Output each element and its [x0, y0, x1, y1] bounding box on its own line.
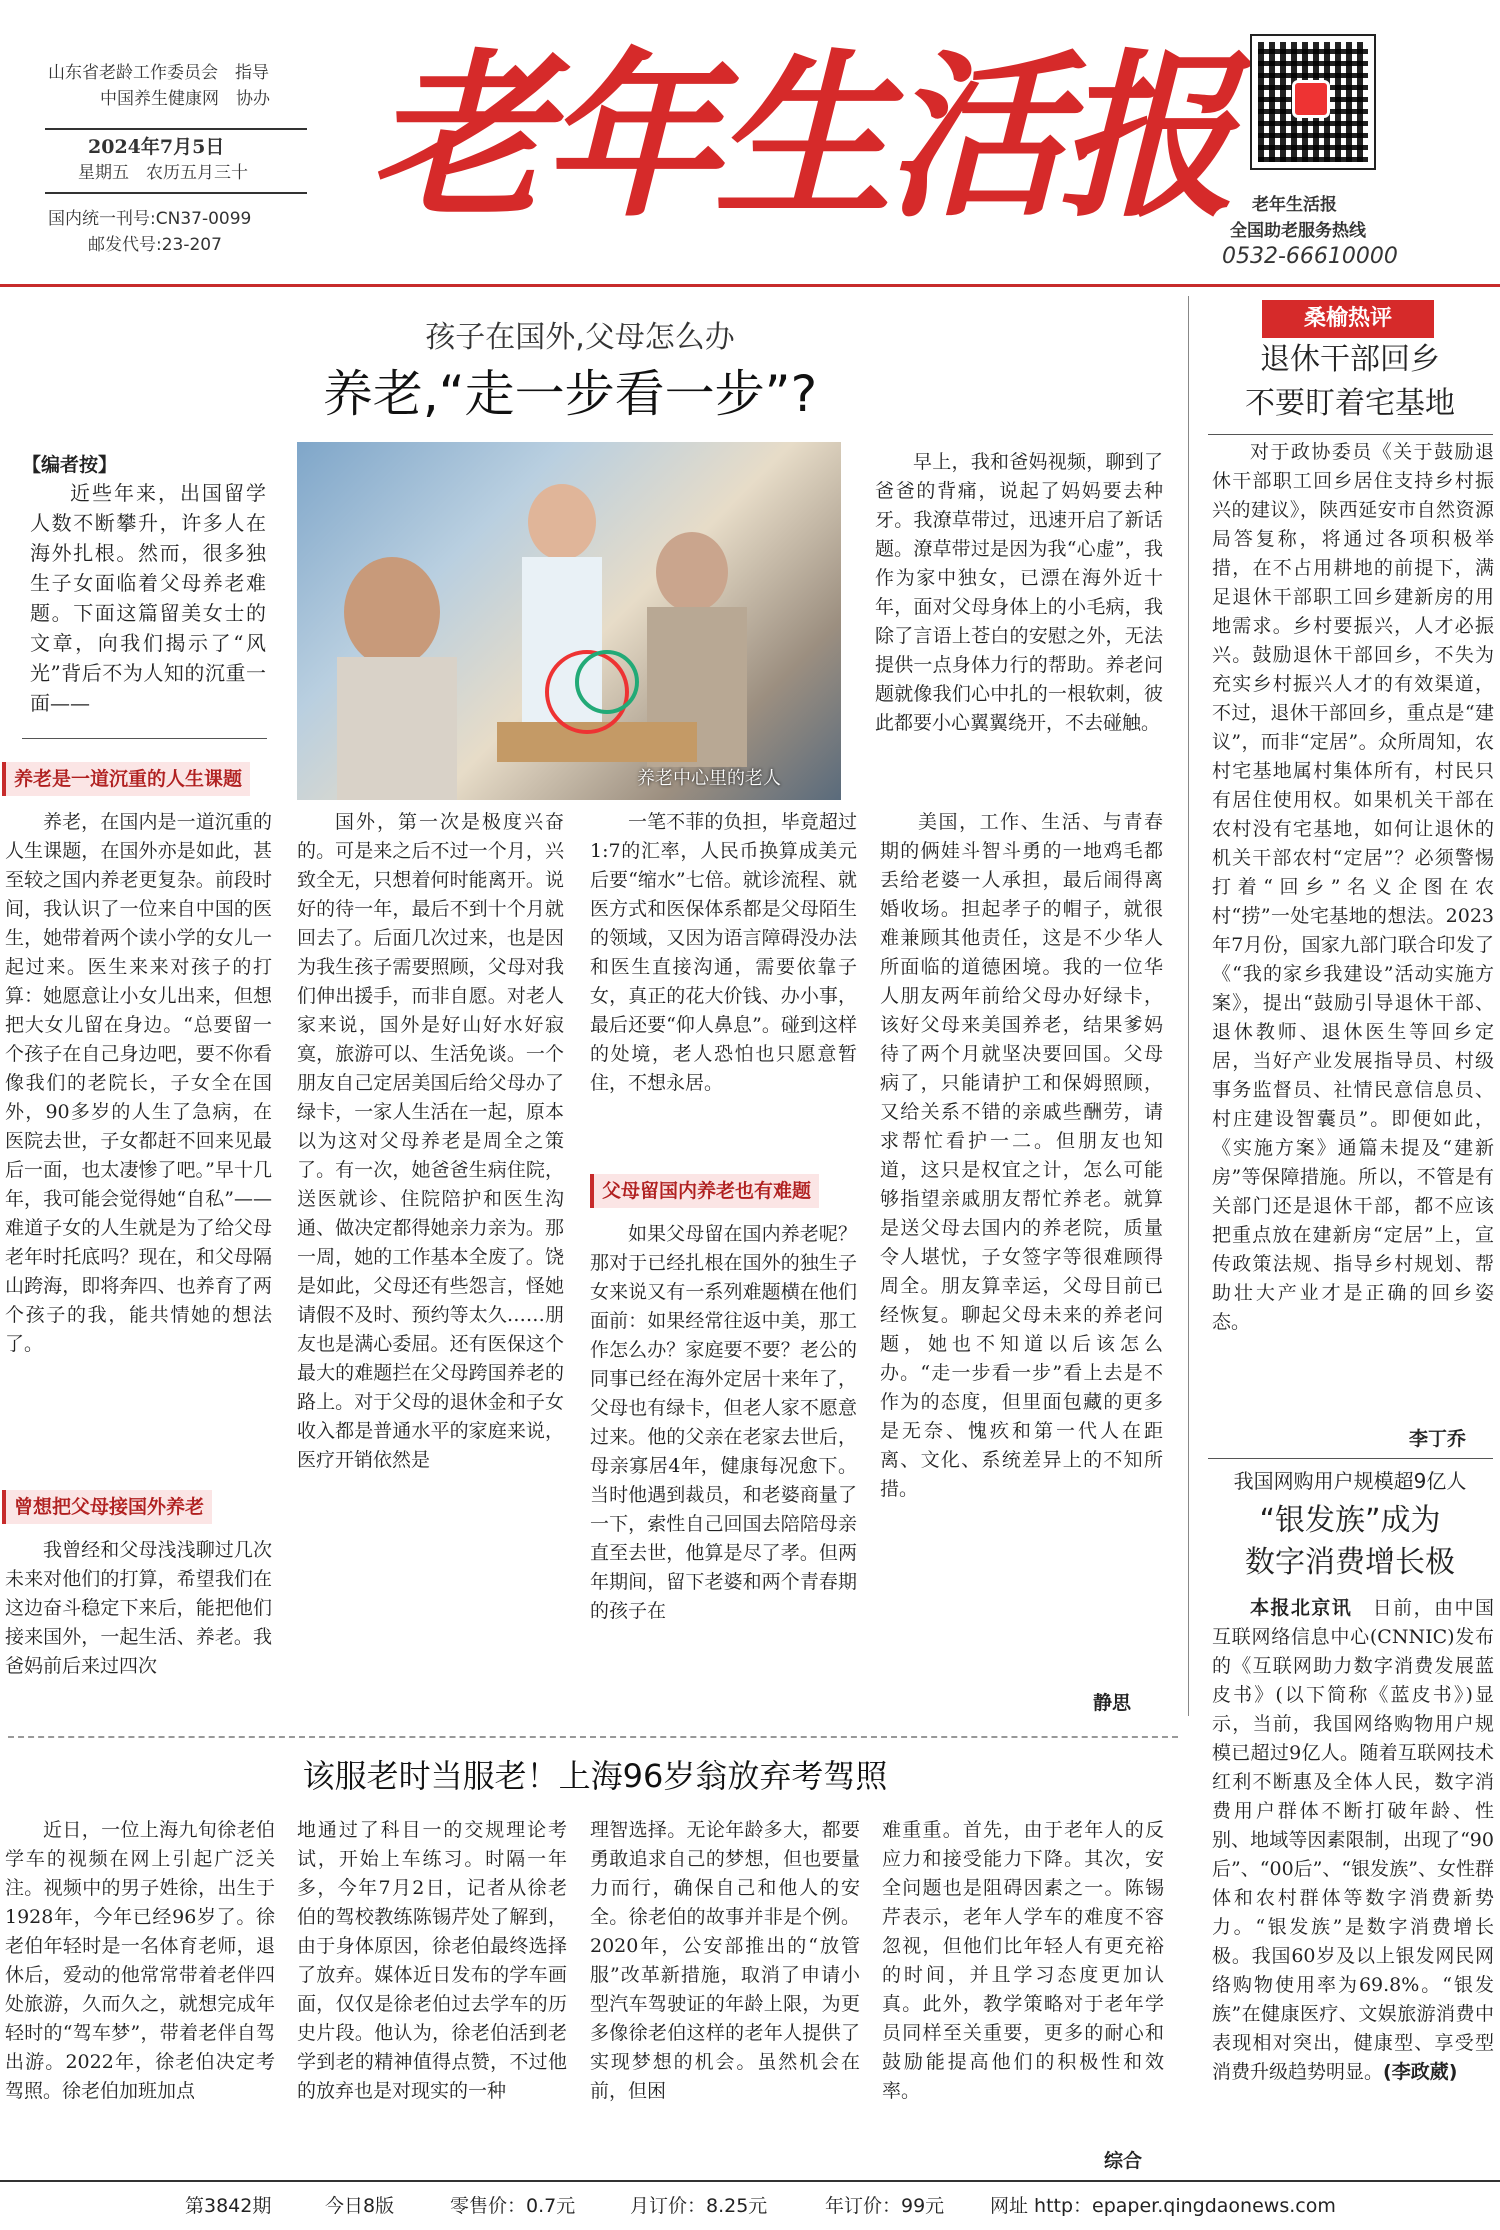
issn: 国内统一刊号:CN37-0099 [48, 209, 252, 229]
footer [0, 2188, 1500, 2224]
silver-headline-2: 数字消费增长极 [1245, 1545, 1455, 1580]
paper-title-logo: 老年生活报 [370, 34, 1230, 241]
section-title-3: 父母留国内养老也有难题 [590, 1174, 819, 1208]
driving-divider [8, 1736, 1178, 1738]
section-text-3: 如果父母留在国内养老呢？那对于已经扎根在国外的独生子女来说又有一系列难题横在他们面前：如果经常往返中美，那工作怎么办？家庭要不要？老公的同事已经在海外定居十来年了，父母也有绿卡，但老人家不愿意过来。他的父亲在老家去世后，母亲寡居4年，健康每况愈下。当时他遇到裁员，和老婆商量了一下，索性自己回国去陪陪母亲直至去世，他算是尽了孝。但两年期间，留下老婆和两个青春期的孩子在 [590, 1223, 857, 1622]
editor-note-label: 【编者按】 [22, 454, 118, 476]
column-divider [1188, 296, 1189, 1716]
issue-date: 2024年7月5日 [88, 136, 225, 158]
footer-retail-price: 零售价：0.7元 [450, 2195, 576, 2217]
lead-column-4: 美国，工作、生活、与青春期的俩娃斗智斗勇的一地鸡毛都丢给老婆一人承担，最后闹得离婚收场。担起孝子的帽子，就很难兼顾其他责任，这是不少华人所面临的道德困境。我的一位华人朋友两年前给父母办好绿卡，该好父母来美国养老，结果爹妈待了两个月就坚决要回国。父母病了，只能请护工和保姆照顾，又给关系不错的亲戚些酬劳，请求帮忙看护一二。但朋友也知道，这只是权宜之计，怎么可能够指望亲戚朋友帮忙养老。就算是送父母去国内的养老院，质量令人堪忧，子女签字等很难顾得周全。朋友算幸运，父母目前已经恢复。聊起父母未来的养老问题，她也不知道以后该怎么办。“走一步看一步”看上去是不作为的态度，但里面包藏的更多是无奈、愧疚和第一代人在距离、文化、系统差异上的不知所措。 [880, 811, 1163, 1500]
commentary-headline-2: 不要盯着宅基地 [1245, 386, 1455, 421]
photo-caption: 养老中心里的老人 [637, 768, 781, 789]
lead-photo [297, 442, 841, 800]
section-text-2: 我曾经和父母浅浅聊过几次未来对他们的打算，希望我们在这边奋斗稳定下来后，能把他们接来国外，一起生活、养老。我爸妈前后来过四次 [5, 1539, 272, 1677]
lead-kicker: 孩子在国外,父母怎么办 [425, 320, 735, 355]
commentary-text: 对于政协委员《关于鼓励退休干部职工回乡居住支持乡村振兴的建议》，陕西延安市自然资源局答复称，将通过各项积极举措，在不占用耕地的前提下，满足退休干部职工回乡建新房的用地需求。乡村要振兴，人才必振兴。鼓励退休干部回乡，不失为充实乡村振兴人才的有效渠道，不过，退休干部回乡，重点是“建议”，而非“定居”。众所周知，农村宅基地属村集体所有，村民只有居住使用权。如果机关干部在农村没有宅基地，如何让退休的机关干部农村“定居”？必须警惕打着“回乡”名义企图在农村“捞”一处宅基地的想法。2023年7月份，国家九部门联合印发了《“我的家乡我建设”活动实施方案》，提出“鼓励引导退休干部、退休教师、退休医生等回乡定居，当好产业发展指导员、村级事务监督员、社情民意信息员、村庄建设智囊员”。即便如此，《实施方案》通篇未提及“建新房”等保障措施。所以，不管是有关部门还是退休干部，都不应该把重点放在建新房“定居”上，宣传政策法规、指导乡村规划、帮助壮大产业才是正确的回乡姿态。 [1212, 441, 1494, 1333]
commentary-rule [1208, 434, 1493, 435]
footer-issue: 第3842期 [185, 2195, 272, 2217]
masthead-divider [0, 284, 1500, 287]
silver-rule [1208, 1458, 1493, 1459]
hotline-label: 全国助老服务热线 [1230, 221, 1366, 241]
hotline-number: 0532-66610000 [1222, 244, 1398, 269]
silver-kicker: 我国网购用户规模超9亿人 [1233, 1469, 1467, 1493]
driving-column-2: 地通过了科目一的交规理论考试，开始上车练习。时隔一年多，今年7月2日，记者从徐老伯的驾校教练陈锡芹处了解到，由于身体原因，徐老伯最终选择了放弃。媒体近日发布的学车画面，仅仅是徐老伯过去学车的历史片段。他认为，徐老伯活到老学到老的精神值得点赞，不过他的放弃也是对现实的一种 [297, 1819, 567, 2102]
commentary-badge: 桑榆热评 [1262, 300, 1434, 338]
driving-author: 综合 [1098, 2146, 1142, 2173]
silver-headline-1: “银发族”成为 [1259, 1503, 1441, 1538]
masthead [0, 0, 1500, 290]
editor-note: 近些年来，出国留学人数不断攀升，许多人在海外扎根。然而，很多独生子女面临着父母养老难题。下面这篇留美女士的文章，向我们揭示了“风光”背后不为人知的沉重一面—— [30, 481, 266, 715]
date-rule-bottom [45, 192, 307, 194]
driving-headline: 该服老时当服老！上海96岁翁放弃考驾照 [302, 1757, 888, 1795]
qr-logo-icon [1292, 80, 1330, 118]
footer-pages: 今日8版 [325, 2195, 395, 2217]
qr-label: 老年生活报 [1252, 195, 1337, 215]
driving-column-4: 难重重。首先，由于老年人的反应力和接受能力下降。其次，安全问题也是阻碍因素之一。陈锡芹表示，老年人学车的难度不容忽视，但他们比年轻人有更充裕的时间，并且学习态度更加认真。此外，教学策略对于老年学员同样至关重要，更多的耐心和鼓励能提高他们的积极性和效率。 [882, 1819, 1164, 2102]
footer-rule [0, 2180, 1500, 2182]
section-title-1: 养老是一道沉重的人生课题 [2, 762, 250, 796]
editor-note-rule [22, 738, 267, 739]
footer-monthly-price: 月订价：8.25元 [630, 2195, 768, 2217]
weekday-lunar: 星期五 农历五月三十 [78, 163, 248, 183]
guide-org: 山东省老龄工作委员会 指导 [48, 63, 269, 83]
lead-headline: 养老,“走一步看一步”? [322, 365, 818, 423]
commentary-author: 李丁乔 [1403, 1424, 1466, 1451]
silver-text [1212, 1594, 1494, 2174]
date-rule-top [45, 128, 307, 130]
section-title-2: 曾想把父母接国外养老 [2, 1490, 212, 1524]
assist-org: 中国养生健康网 协办 [100, 89, 270, 109]
postal-code: 邮发代号:23-207 [88, 235, 222, 255]
silver-body: 日前，由中国互联网络信息中心(CNNIC)发布的《互联网助力数字消费发展蓝皮书》(以下简称《蓝皮书》)显示，当前，我国网络购物用户规模已超过9亿人。随着互联网技术红利不断惠及全体人民，数字消费用户群体不断打破年龄、性别、地域等因素限制，出现了“90后”、“00后”、“银发族”、女性群体和农村群体等数字消费新势力。“银发族”是数字消费增长极。我国60岁及以上银发网民网络购物使用率为69.8%。“银发族”在健康医疗、文娱旅游消费中表现相对突出，健康型、享受型消费升级趋势明显。 [1212, 1597, 1494, 2083]
section-text-1: 养老，在国内是一道沉重的人生课题，在国外亦是如此，甚至较之国内养老更复杂。前段时间，我认识了一位来自中国的医生，她带着两个读小学的女儿一起过来。医生来来对孩子的打算：她愿意让小女儿出来，但想把大女儿留在身边。“总要留一个孩子在自己身边吧，要不你看像我们的老院长，子女全在国外，90多岁的人生了急病，在医院去世，子女都赶不回来见最后一面，也太凄惨了吧。”早十几年，我可能会觉得她“自私”——难道子女的人生就是为了给父母老年时托底吗？现在，和父母隔山跨海，即将奔四、也养育了两个孩子的我，能共情她的想法了。 [5, 811, 272, 1355]
photo-scene-icon [297, 442, 841, 800]
lead-column-2: 国外，第一次是极度兴奋的。可是来之后不过一个月，兴致全无，只想着何时能离开。说好的待一年，最后不到十个月就回去了。后面几次过来，也是因为我生孩子需要照顾，父母对我们伸出援手，而非自愿。对老人家来说，国外是好山好水好寂寞，旅游可以、生活免谈。一个朋友自己定居美国后给父母办了绿卡，一家人生活在一起，原本以为这对父母养老是周全之策了。有一次，她爸爸生病住院，送医就诊、住院陪护和医生沟通、做决定都得她亲力亲为。那一周，她的工作基本全废了。饶是如此，父母还有些怨言，怪她请假不及时、预约等太久……朋友也是满心委屈。还有医保这个最大的难题拦在父母跨国养老的路上。对于父母的退休金和子女收入都是普通水平的家庭来说，医疗开销依然是 [297, 811, 564, 1471]
footer-yearly-price: 年订价：99元 [825, 2195, 945, 2217]
silver-author: (李政葳) [1383, 2061, 1458, 2083]
lead-intro: 早上，我和爸妈视频，聊到了爸爸的背痛，说起了妈妈要去种牙。我潦草带过，迅速开启了新话题。潦草带过是因为我“心虚”，我作为家中独女，已漂在海外近十年，面对父母身体上的小毛病，我除了言语上苍白的安慰之外，无法提供一点身体力行的帮助。养老问题就像我们心中扎的一根软刺，彼此都要小心翼翼绕开，不去碰触。 [875, 451, 1163, 734]
silver-dateline: 本报北京讯 [1250, 1597, 1353, 1619]
driving-column-3: 理智选择。无论年龄多大，都要勇敢追求自己的梦想，但也要量力而行，确保自己和他人的安全。徐老伯的故事并非是个例。2020年，公安部推出的“放管服”改革新措施，取消了申请小型汽车驾驶证的年龄上限，为更多像徐老伯这样的老年人提供了实现梦想的机会。虽然机会在前，但困 [590, 1819, 860, 2102]
footer-website: 网址 http：epaper.qingdaonews.com [990, 2195, 1336, 2217]
lead-column-3: 一笔不菲的负担，毕竟超过1:7的汇率，人民币换算成美元后要“缩水”七倍。就诊流程、就医方式和医保体系都是父母陌生的领域，又因为语言障碍没办法和医生直接沟通，需要依靠子女，真正的花大价钱、办小事，最后还要“仰人鼻息”。碰到这样的处境，老人恐怕也只愿意暂住，不想永居。 [590, 811, 857, 1094]
commentary-headline-1: 退休干部回乡 [1260, 342, 1440, 377]
lead-author: 静思 [1093, 1692, 1132, 1714]
driving-column-1: 近日，一位上海九旬徐老伯学车的视频在网上引起广泛关注。视频中的男子姓徐，出生于1928年，今年已经96岁了。徐老伯年轻时是一名体育老师，退休后，爱动的他常常带着老伴四处旅游，久而久之，就想完成年轻时的“驾车梦”，带着老伴自驾出游。2022年，徐老伯决定考驾照。徐老伯加班加点 [5, 1819, 275, 2102]
